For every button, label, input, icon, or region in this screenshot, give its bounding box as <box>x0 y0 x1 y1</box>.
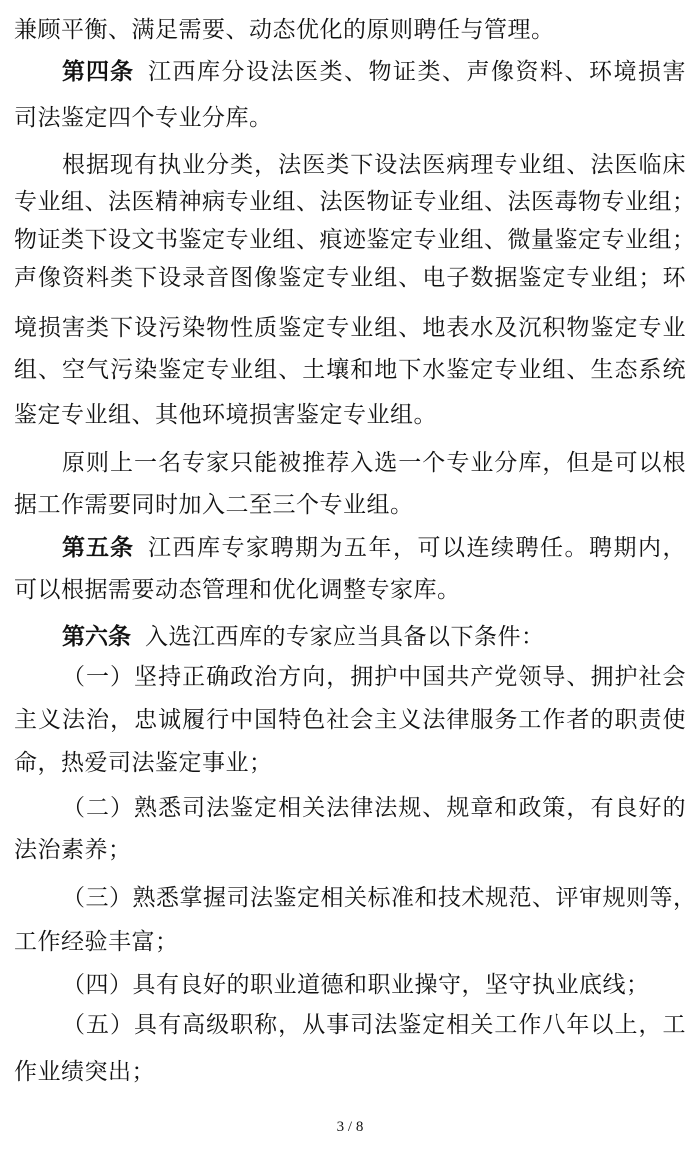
article-5-line <box>62 533 686 563</box>
paragraph-line: 主义法治，忠诚履行中国特色社会主义法律服务工作者的职责使 <box>14 707 686 733</box>
condition-item: （五）具有高级职称，从事司法鉴定相关工作八年以上，工 <box>62 1012 686 1038</box>
paragraph-line: 原则上一名专家只能被推荐入选一个专业分库，但是可以根 <box>62 450 686 476</box>
condition-item: （一）坚持正确政治方向，拥护中国共产党领导、拥护社会 <box>62 664 686 690</box>
article-text: 入选江西库的专家应当具备以下条件： <box>145 624 545 650</box>
paragraph-line: 声像资料类下设录音图像鉴定专业组、电子数据鉴定专业组；环 <box>14 265 686 291</box>
paragraph-line: 境损害类下设污染物性质鉴定专业组、地表水及沉积物鉴定专业 <box>14 315 686 341</box>
paragraph-line: 鉴定专业组、其他环境损害鉴定专业组。 <box>14 402 437 428</box>
paragraph-line: 工作经验丰富； <box>14 929 179 955</box>
article-4-line <box>62 57 686 87</box>
article-label: 第六条 <box>62 624 131 650</box>
paragraph-line: 法治素养； <box>14 837 132 863</box>
condition-item: （三）熟悉掌握司法鉴定相关标准和技术规范、评审规则等， <box>62 885 697 911</box>
condition-item: （二）熟悉司法鉴定相关法律法规、规章和政策，有良好的 <box>62 795 686 821</box>
article-label: 第五条 <box>62 535 134 561</box>
paragraph-line: 作业绩突出； <box>14 1059 155 1085</box>
article-6-line <box>62 622 686 652</box>
article-text: 江西库分设法医类、物证类、声像资料、环境损害 <box>148 59 686 85</box>
paragraph-line: 根据现有执业分类，法医类下设法医病理专业组、法医临床 <box>62 152 686 178</box>
condition-item: （四）具有良好的职业道德和职业操守，坚守执业底线； <box>62 972 650 998</box>
paragraph-line: 可以根据需要动态管理和优化调整专家库。 <box>14 577 461 603</box>
paragraph-line: 司法鉴定四个专业分库。 <box>14 105 273 131</box>
paragraph-line: 组、空气污染鉴定专业组、土壤和地下水鉴定专业组、生态系统 <box>14 357 686 383</box>
article-label: 第四条 <box>62 59 134 85</box>
paragraph-line: 据工作需要同时加入二至三个专业组。 <box>14 492 414 518</box>
paragraph-line: 专业组、法医精神病专业组、法医物证专业组、法医毒物专业组； <box>14 189 696 215</box>
article-text: 江西库专家聘期为五年，可以连续聘任。聘期内， <box>148 535 686 561</box>
paragraph-line: 命，热爱司法鉴定事业； <box>14 750 273 776</box>
paragraph-line: 物证类下设文书鉴定专业组、痕迹鉴定专业组、微量鉴定专业组； <box>14 227 696 253</box>
page-number: 3 / 8 <box>336 1119 364 1135</box>
paragraph-line: 兼顾平衡、满足需要、动态优化的原则聘任与管理。 <box>14 17 555 43</box>
